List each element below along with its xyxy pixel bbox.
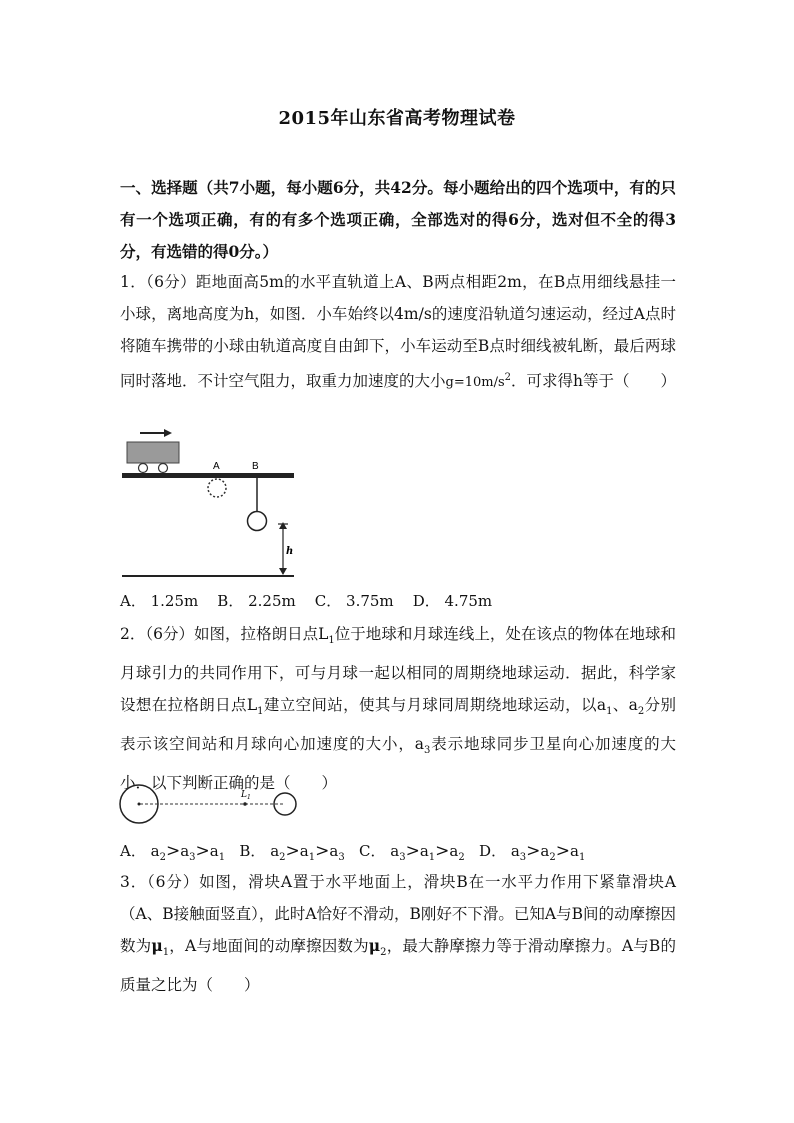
question-2 — [120, 618, 676, 799]
arrowhead-icon — [279, 568, 287, 575]
q2-text-5: 分别表示该空间站和月球向心加速度的大小，a — [120, 696, 676, 754]
option-d: D． — [479, 842, 507, 860]
label-a: A — [213, 461, 220, 472]
label-b: B — [252, 461, 259, 472]
q2-text-4: 、a — [612, 696, 638, 715]
label-l1: $L_1$ — [241, 790, 251, 801]
track — [122, 473, 294, 478]
q1-text-b: ．可求得h等于（ ） — [511, 372, 677, 391]
q1-text-a: 1．（6分）距地面高5m的水平直轨道上A、B两点相距2m，在B点用细线悬挂一小球，离地高度为h，如图．小车始终以4m/s的速度沿轨道匀速运动，经过A点时将随车携带的小球由轨道高度自由卸下，小车运动至B点时细线被轧断，最后两球同时落地．不计空气阻力，取重力加速度的大小 — [120, 273, 676, 391]
q1-g-value: g=10m/s — [445, 375, 505, 391]
arrowhead-icon — [164, 429, 172, 437]
mu-symbol: μ — [368, 936, 381, 955]
q2-options: A． $a_2>a_3>a_1$ B． $a_2>a_1>a_3$ C． $a_3>a_1>a_2$ D． $a_3>a_2>a_1$ — [120, 841, 586, 863]
lagrange-point-icon — [243, 802, 247, 806]
subscript-1: 1 — [328, 635, 335, 647]
question-1 — [120, 266, 676, 399]
cart-body — [127, 442, 179, 463]
label-h: h — [286, 546, 294, 557]
q3-text-1: 3．（6分）如图，滑块A置于水平地面上，滑块B在一水平力作用下紧靠滑块A（A、B接触面竖直），此时A恰好不滑动，B刚好不下滑。已知A与B间的动摩擦因数为 — [120, 873, 677, 955]
cart-wheel — [139, 464, 148, 473]
subscript-1: 1 — [162, 947, 170, 959]
page-title: 2015年山东省高考物理试卷 — [278, 108, 516, 129]
subscript-1: 1 — [257, 706, 264, 718]
superscript-2: 2 — [504, 372, 512, 383]
dropped-ball-icon — [208, 479, 226, 497]
hanging-ball-icon — [248, 512, 267, 531]
q2-text-2: 位于地球和月球连线上，处在该点的物体在地球和月球引力的共同作用下，可与月球一起以相同的周期绕地球运动．据此，科学家设想在拉格朗日点L — [120, 625, 676, 715]
section-heading: 一、选择题（共7小题，每小题6分，共42分。每小题给出的四个选项中，有的只有一个选项正确，有的有多个选项正确，全部选对的得6分，选对但不全的得3分，有选错的得0分。） — [120, 178, 676, 261]
q3-text-2: ，A与地面间的动摩擦因数为 — [169, 937, 369, 955]
q2-text-1: 2．（6分）如图，拉格朗日点L — [120, 625, 329, 643]
arrowhead-icon — [279, 522, 287, 529]
mu-symbol: μ — [151, 936, 163, 955]
q2-text-6: 表示地球同步卫星向心加速度的大小．以下判断正确的是（ ） — [120, 735, 676, 793]
q1-figure — [118, 428, 298, 583]
option-c: C． — [359, 842, 386, 860]
subscript-3: 3 — [423, 745, 431, 757]
q1-options: A． 1.25m B． 2.25m C． 3.75m D． 4.75m — [120, 592, 493, 610]
subscript-2: 2 — [380, 947, 387, 959]
option-a: A． — [120, 842, 146, 860]
q3-text-3: ，最大静摩擦力等于滑动摩擦力。A与B的质量之比为（ ） — [120, 937, 676, 995]
question-3 — [120, 866, 676, 1001]
q2-figure — [118, 780, 303, 828]
option-b: B． — [239, 842, 266, 860]
q2-text-3: 建立空间站，使其与月球同周期绕地球运动，以a — [263, 696, 607, 715]
cart-wheel — [159, 464, 168, 473]
subscript-2: 2 — [637, 706, 645, 718]
subscript-1: 1 — [606, 706, 613, 718]
